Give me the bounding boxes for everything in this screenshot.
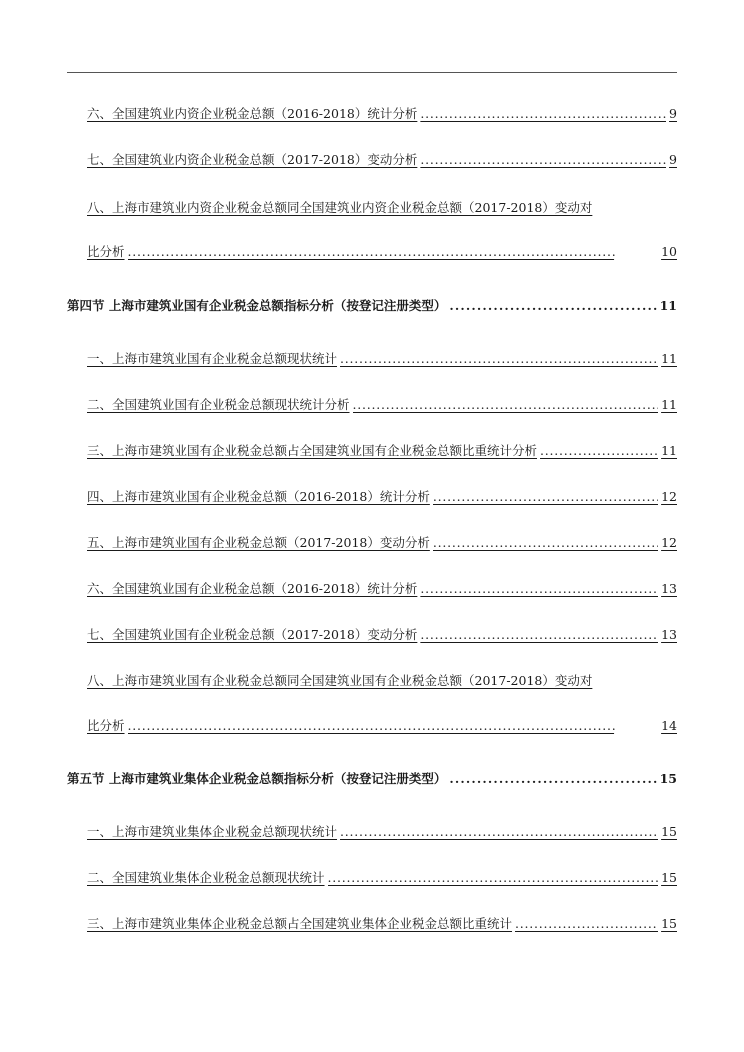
toc-entry[interactable] xyxy=(87,624,677,644)
toc-entry[interactable] xyxy=(87,578,677,598)
section-page: 11 xyxy=(659,298,677,313)
toc-leader-dots xyxy=(340,350,658,368)
toc-leader-dots xyxy=(353,396,659,414)
toc-leader-dots xyxy=(433,534,658,552)
toc-entry-page: 15 xyxy=(661,916,677,931)
toc-entry-title: 二、全国建筑业集体企业税金总额现状统计 xyxy=(87,870,325,885)
toc-entry-page: 13 xyxy=(661,581,677,596)
toc-leader-dots xyxy=(328,869,659,887)
toc-entry-page: 15 xyxy=(661,824,677,839)
header-rule xyxy=(67,72,677,73)
section-page: 15 xyxy=(659,771,677,786)
toc-section-heading[interactable] xyxy=(67,768,677,788)
toc-entry-page: 12 xyxy=(661,489,677,504)
toc-entry[interactable] xyxy=(87,867,677,887)
toc-entry-continuation[interactable] xyxy=(87,241,677,261)
toc-leader-dots xyxy=(433,488,658,506)
toc-entry[interactable] xyxy=(87,394,677,414)
toc-entry[interactable] xyxy=(87,149,677,169)
toc-entry-page: 14 xyxy=(661,718,677,733)
toc-entry[interactable] xyxy=(87,440,677,460)
toc-entry-title: 比分析 xyxy=(87,244,125,259)
toc-entry-page: 10 xyxy=(661,244,677,259)
toc-entry-wrapped[interactable] xyxy=(87,670,677,690)
toc-entry-title: 比分析 xyxy=(87,718,125,733)
section-title: 第五节 上海市建筑业集体企业税金总额指标分析（按登记注册类型） xyxy=(67,771,447,786)
toc-entry[interactable] xyxy=(87,913,677,933)
toc-entry-continuation[interactable] xyxy=(87,715,677,735)
toc-entry-page: 13 xyxy=(661,627,677,642)
toc-entry[interactable] xyxy=(87,486,677,506)
toc-entry-title: 三、上海市建筑业国有企业税金总额占全国建筑业国有企业税金总额比重统计分析 xyxy=(87,443,538,458)
toc-leader-dots xyxy=(420,626,658,644)
toc-leader-dots xyxy=(540,442,658,460)
toc-entry-title: 八、上海市建筑业内资企业税金总额同全国建筑业内资企业税金总额（2017-2018）变动对 xyxy=(87,200,593,215)
toc-entry-title: 七、全国建筑业国有企业税金总额（2017-2018）变动分析 xyxy=(87,627,418,642)
toc-entry-title: 二、全国建筑业国有企业税金总额现状统计分析 xyxy=(87,397,350,412)
toc-entry-page: 11 xyxy=(661,443,677,458)
toc-entry[interactable] xyxy=(87,348,677,368)
toc-entry-title: 五、上海市建筑业国有企业税金总额（2017-2018）变动分析 xyxy=(87,535,430,550)
toc-entry-page: 11 xyxy=(661,397,677,412)
toc-entry-page: 11 xyxy=(661,351,677,366)
toc-leader-dots xyxy=(449,297,656,315)
toc-leader-dots xyxy=(128,243,659,261)
toc-leader-dots xyxy=(128,717,659,735)
toc-entry[interactable] xyxy=(87,532,677,552)
toc-leader-dots xyxy=(420,580,658,598)
toc-entry-title: 四、上海市建筑业国有企业税金总额（2016-2018）统计分析 xyxy=(87,489,430,504)
toc-entry[interactable] xyxy=(87,103,677,123)
toc-entry-title: 一、上海市建筑业国有企业税金总额现状统计 xyxy=(87,351,338,366)
toc-leader-dots xyxy=(420,105,666,123)
toc-entry-title: 六、全国建筑业内资企业税金总额（2016-2018）统计分析 xyxy=(87,106,418,121)
toc-entry-page: 15 xyxy=(661,870,677,885)
toc-entry-title: 六、全国建筑业国有企业税金总额（2016-2018）统计分析 xyxy=(87,581,418,596)
toc-entry-title: 八、上海市建筑业国有企业税金总额同全国建筑业国有企业税金总额（2017-2018）变动对 xyxy=(87,673,593,688)
toc-entry-title: 一、上海市建筑业集体企业税金总额现状统计 xyxy=(87,824,338,839)
toc-leader-dots xyxy=(449,770,656,788)
toc-entry[interactable] xyxy=(87,821,677,841)
toc-entry-page: 12 xyxy=(661,535,677,550)
toc-section-heading[interactable] xyxy=(67,295,677,315)
toc-entry-page: 9 xyxy=(669,152,677,167)
toc-leader-dots xyxy=(515,915,658,933)
section-title: 第四节 上海市建筑业国有企业税金总额指标分析（按登记注册类型） xyxy=(67,298,447,313)
toc-leader-dots xyxy=(340,823,658,841)
toc-entry-wrapped[interactable] xyxy=(87,197,677,217)
toc-entry-title: 七、全国建筑业内资企业税金总额（2017-2018）变动分析 xyxy=(87,152,418,167)
toc-entry-title: 三、上海市建筑业集体企业税金总额占全国建筑业集体企业税金总额比重统计 xyxy=(87,916,513,931)
toc-entry-page: 9 xyxy=(669,106,677,121)
toc-leader-dots xyxy=(420,151,666,169)
